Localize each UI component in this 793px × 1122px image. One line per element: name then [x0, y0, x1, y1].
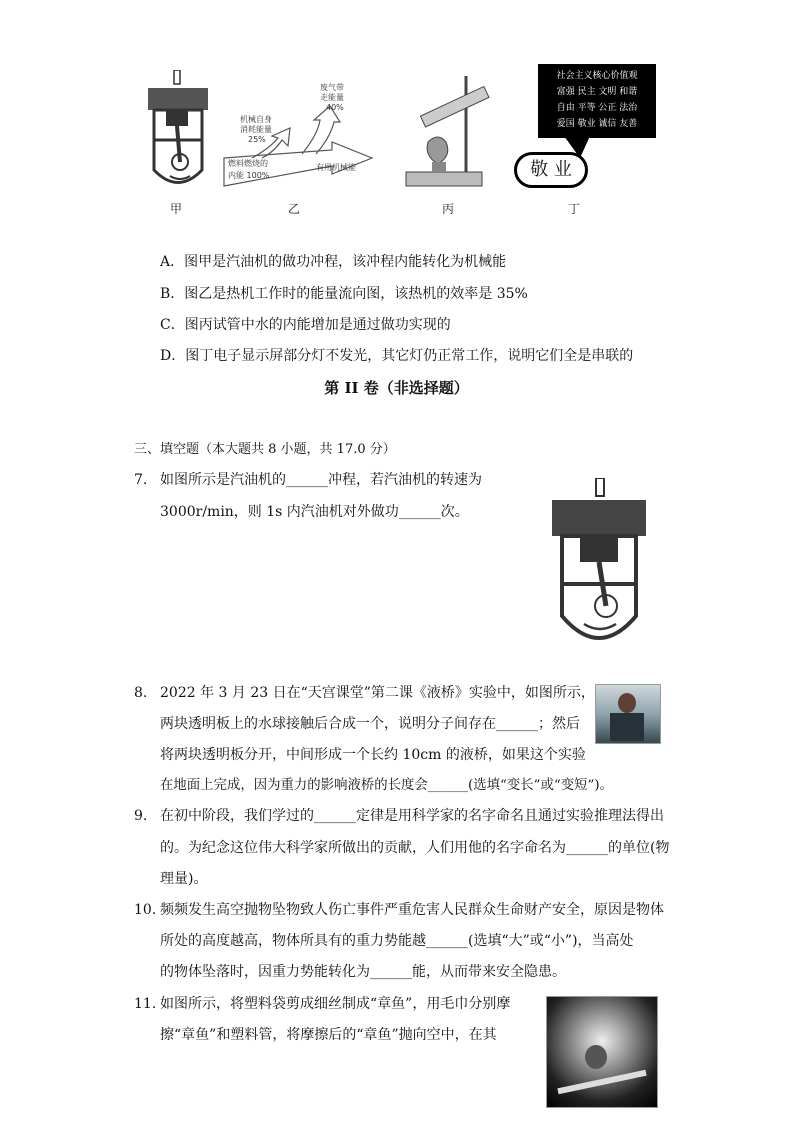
flow-loss1-label2: 消耗能量 [240, 125, 272, 134]
figure-label-yi: 乙 [288, 202, 301, 216]
flow-useful-label: 有用机械能 [316, 163, 356, 172]
question-8-line: 在地面上完成，因为重力的影响液桥的长度会______(选填“变长”或“变短”)。 [160, 778, 613, 793]
section-title: 三、填空题（本大题共 8 小题，共 17.0 分） [134, 442, 396, 457]
board-line: 爱国 敬业 诚信 友善 [556, 119, 638, 129]
flow-loss1-label: 机械自身 [240, 115, 272, 124]
figure-label-jia: 甲 [170, 202, 183, 216]
question-number: 11. [134, 996, 157, 1012]
option-c: C．图丙试管中水的内能增加是通过做功实现的 [160, 317, 451, 333]
question-8-line: 将两块透明板分开，中间形成一个长约 10cm 的液桥，如果这个实验 [160, 747, 586, 763]
board-line: 自由 平等 公正 法治 [556, 103, 638, 113]
question-10-line: 的物体坠落时，因重力势能转化为______能，从而带来安全隐患。 [160, 964, 566, 980]
question-8-line: 两块透明板上的水球接触后合成一个，说明分子间存在______；然后 [160, 716, 580, 732]
display-board-ding [538, 64, 656, 138]
flow-loss2-label: 废气带 [320, 83, 344, 92]
question-9-line: 理量)。 [160, 871, 208, 887]
question-number: 8. [134, 685, 148, 701]
question-number: 7. [134, 472, 148, 488]
question-7-line: 如图所示是汽油机的______冲程，若汽油机的转速为 [160, 472, 482, 488]
board-sign [514, 152, 588, 188]
option-a: A．图甲是汽油机的做功冲程，该冲程内能转化为机械能 [160, 254, 507, 270]
flow-input-label: 燃料燃烧的 [228, 159, 268, 168]
plastic-octopus-photo [546, 996, 658, 1108]
flow-loss2-value: 40% [326, 103, 344, 112]
question-number: 9. [134, 808, 148, 824]
figure-label-bing: 丙 [442, 202, 455, 216]
part-title: 第 II 卷（非选择题） [324, 379, 469, 397]
test-tube-diagram-bing [402, 72, 492, 194]
question-11-line: 如图所示，将塑料袋剪成细丝制成“章鱼”，用毛巾分别摩 [160, 996, 511, 1012]
question-10-line: 所处的高度越高，物体所具有的重力势能越______(选填“大”或“小”)，当高处 [160, 933, 634, 949]
question-number: 10. [134, 902, 157, 918]
board-sign-text: 敬 业 [530, 159, 572, 180]
flow-loss2-label2: 走能量 [320, 93, 344, 102]
engine-diagram-jia [140, 70, 215, 190]
liquid-bridge-photo [595, 684, 661, 744]
question-9-line: 在初中阶段，我们学过的______定律是用科学家的名字命名且通过实验推理法得出 [160, 808, 664, 824]
board-line: 富强 民主 文明 和谐 [556, 87, 638, 97]
question-8-line: 2022 年 3 月 23 日在“天宫课堂”第二课《液桥》实验中，如图所示， [160, 685, 595, 701]
flow-loss1-value: 25% [248, 135, 266, 144]
board-line: 社会主义核心价值观 [556, 71, 638, 81]
energy-flow-diagram-yi [222, 78, 382, 193]
question-10-line: 频频发生高空抛物坠物致人伤亡事件严重危害人民群众生命财产安全，原因是物体 [160, 902, 664, 918]
engine-diagram-q7 [544, 478, 654, 650]
option-d: D．图丁电子显示屏部分灯不发光，其它灯仍正常工作，说明它们全是串联的 [160, 348, 634, 364]
figure-label-ding: 丁 [568, 202, 581, 216]
option-b: B．图乙是热机工作时的能量流向图，该热机的效率是 35% [160, 286, 528, 302]
question-11-line: 擦“章鱼”和塑料管，将摩擦后的“章鱼”抛向空中，在其 [160, 1027, 497, 1043]
question-9-line: 的。为纪念这位伟大科学家所做出的贡献，人们用他的名字命名为______的单位(物 [160, 840, 670, 856]
flow-input-value: 内能 100% [228, 171, 270, 180]
question-7-line: 3000r/min，则 1s 内汽油机对外做功______次。 [160, 504, 469, 520]
